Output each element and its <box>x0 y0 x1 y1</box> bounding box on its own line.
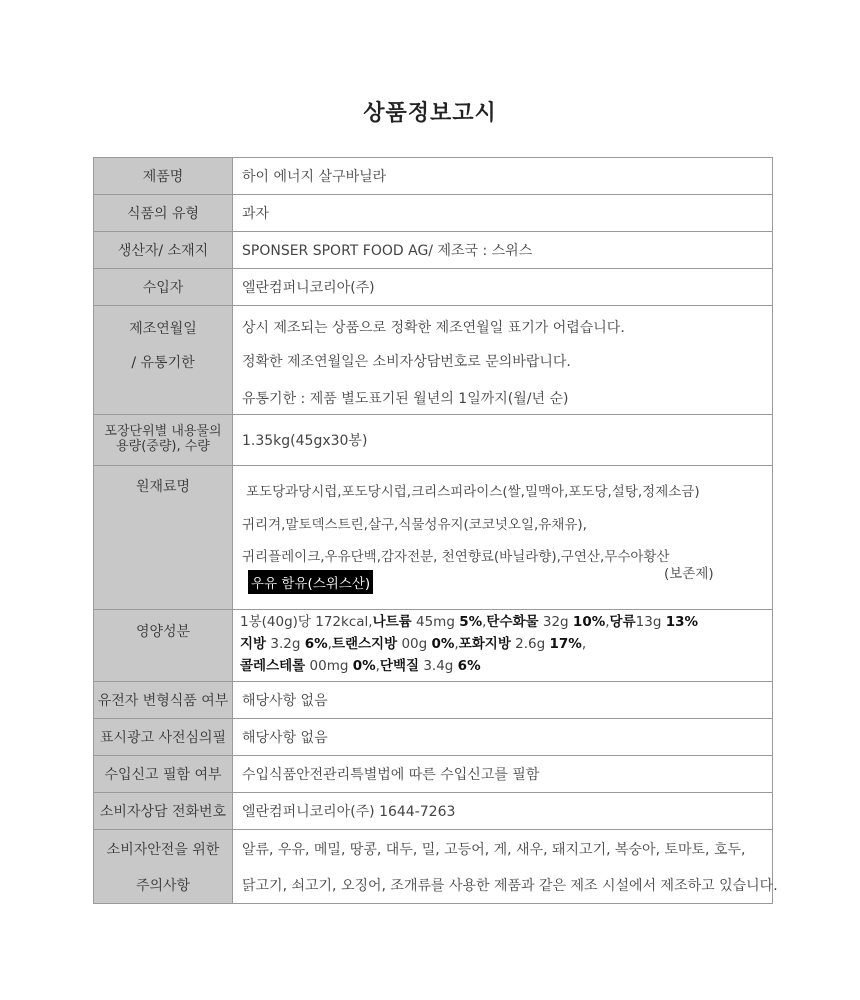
carb-pct: 10% <box>572 614 606 630</box>
consumer-phone-value: 엘란컴퍼니코리아(주) 1644-7263 <box>233 793 773 830</box>
safety-label <box>94 830 233 904</box>
table-row <box>94 232 773 269</box>
ingredients-line3: 귀리플레이크,우유단백,감자전분, 천연향료(바닐라향),구연산,무수아황산 <box>242 549 670 565</box>
date-line2: 정확한 제조연월일은 소비자상담번호로 문의바랍니다. <box>242 354 571 370</box>
safety-label-line1: 소비자안전을 위한 <box>106 841 220 858</box>
product-name-value: 하이 에너지 살구바닐라 <box>233 158 773 195</box>
ingredients-line1: 포도당과당시럽,포도당시럽,크리스피라이스(쌀,밀맥아,포도당,설탕,정제소금) <box>246 484 700 500</box>
fat-pct: 6% <box>304 636 328 652</box>
table-row <box>94 830 773 904</box>
food-type-label: 식품의 유형 <box>94 195 233 232</box>
safety-value <box>233 830 778 904</box>
table-row <box>94 195 773 232</box>
protein-pct: 6% <box>457 658 481 674</box>
fat-value: 3.2g <box>266 636 305 652</box>
table-row <box>94 682 773 719</box>
date-label <box>94 306 233 415</box>
trans-label: 트랜스지방 <box>331 636 398 652</box>
import-report-label: 수입신고 필함 여부 <box>94 756 233 793</box>
ad-review-value: 해당사항 없음 <box>233 719 773 756</box>
carb-value: 32g <box>538 614 573 630</box>
nutrition-label-text: 영양성분 <box>135 624 191 640</box>
gmo-value: 해당사항 없음 <box>233 682 773 719</box>
trans-value: 00g <box>397 636 432 652</box>
sugar-value: 13g <box>635 614 666 630</box>
table-row <box>94 269 773 306</box>
date-label-line2: / 유통기한 <box>131 355 195 371</box>
table-row <box>94 466 773 610</box>
sat-label: 포화지방 <box>458 636 511 652</box>
safety-line2: 닭고기, 쇠고기, 오징어, 조개류를 사용한 제품과 같은 제조 시설에서 제조하고 있습니다. <box>242 877 778 894</box>
ingredients-value <box>233 466 773 610</box>
table-row <box>94 158 773 195</box>
nutrition-label <box>94 610 233 682</box>
ingredients-label-text: 원재료명 <box>135 479 191 495</box>
product-info-table <box>93 157 778 904</box>
capacity-label-line2: 용량(중량), 수량 <box>116 439 210 454</box>
food-type-value: 과자 <box>233 195 773 232</box>
table-row <box>94 415 773 466</box>
trans-pct: 0% <box>431 636 455 652</box>
sugar-label: 당류 <box>609 614 636 630</box>
capacity-label <box>94 415 233 466</box>
sat-pct: 17% <box>549 636 582 652</box>
fat-label: 지방 <box>240 636 267 652</box>
ingredients-line4-wrap <box>242 566 772 592</box>
gmo-label: 유전자 변형식품 여부 <box>94 682 233 719</box>
date-line3: 유통기한 : 제품 별도표기된 월년의 1일까지(월/년 순) <box>242 391 569 407</box>
sodium-label: 나트륨 <box>372 614 412 630</box>
protein-value: 3.4g <box>419 658 458 674</box>
producer-label: 생산자/ 소재지 <box>94 232 233 269</box>
ingredients-line4: (보존제) <box>664 566 714 582</box>
date-line1: 상시 제조되는 상품으로 정확한 제조연월일 표기가 어렵습니다. <box>242 320 625 336</box>
product-name-label: 제품명 <box>94 158 233 195</box>
safety-label-line2: 주의사항 <box>135 877 191 894</box>
ingredients-label <box>94 466 233 610</box>
nutrition-value <box>233 610 773 682</box>
sodium-pct: 5% <box>459 614 483 630</box>
importer-label: 수입자 <box>94 269 233 306</box>
table-row <box>94 793 773 830</box>
serving: 1봉(40g)당 172kcal, <box>240 614 373 630</box>
sodium-value: 45mg <box>411 614 460 630</box>
sat-value: 2.6g <box>510 636 550 652</box>
date-label-line1: 제조연월일 <box>129 321 197 337</box>
chol-value: 00mg <box>305 658 353 674</box>
ingredients-line2: 귀리겨,말토덱스트린,살구,식물성유지(코코넛오일,유채유), <box>242 517 587 533</box>
sugar-pct: 13% <box>665 614 699 630</box>
table-row <box>94 756 773 793</box>
nutrition-line1: 1봉(40g)당 172kcal,나트륨 45mg 5%,탄수화물 32g 10%,당류13g 13% <box>240 614 699 630</box>
page-title: 상품정보고시 <box>363 101 497 126</box>
chol-pct: 0% <box>352 658 376 674</box>
producer-value: SPONSER SPORT FOOD AG/ 제조국 : 스위스 <box>233 232 773 269</box>
table-row <box>94 306 773 415</box>
allergen-notice: 우유 함유(스위스산) <box>248 570 373 594</box>
importer-value: 엘란컴퍼니코리아(주) <box>233 269 773 306</box>
safety-line1: 알류, 우유, 메밀, 땅콩, 대두, 밀, 고등어, 게, 새우, 돼지고기, 복숭아, 토마토, 호두, <box>242 841 746 858</box>
ad-review-label: 표시광고 사전심의필 <box>94 719 233 756</box>
carb-label: 탄수화물 <box>486 614 539 630</box>
chol-label: 콜레스테롤 <box>240 658 306 674</box>
table-row <box>94 610 773 682</box>
nutrition-line2: 지방 3.2g 6%,트랜스지방 00g 0%,포화지방 2.6g 17%, <box>240 636 587 652</box>
nutrition-line3: 콜레스테롤 00mg 0%,단백질 3.4g 6% <box>240 658 481 674</box>
consumer-phone-label: 소비자상담 전화번호 <box>94 793 233 830</box>
capacity-value: 1.35kg(45gx30봉) <box>233 415 773 466</box>
date-value <box>233 306 773 415</box>
protein-label: 단백질 <box>379 658 420 674</box>
capacity-label-line1: 포장단위별 내용물의 <box>104 424 222 440</box>
table-row <box>94 719 773 756</box>
import-report-value: 수입식품안전관리특별법에 따른 수입신고를 필함 <box>233 756 773 793</box>
